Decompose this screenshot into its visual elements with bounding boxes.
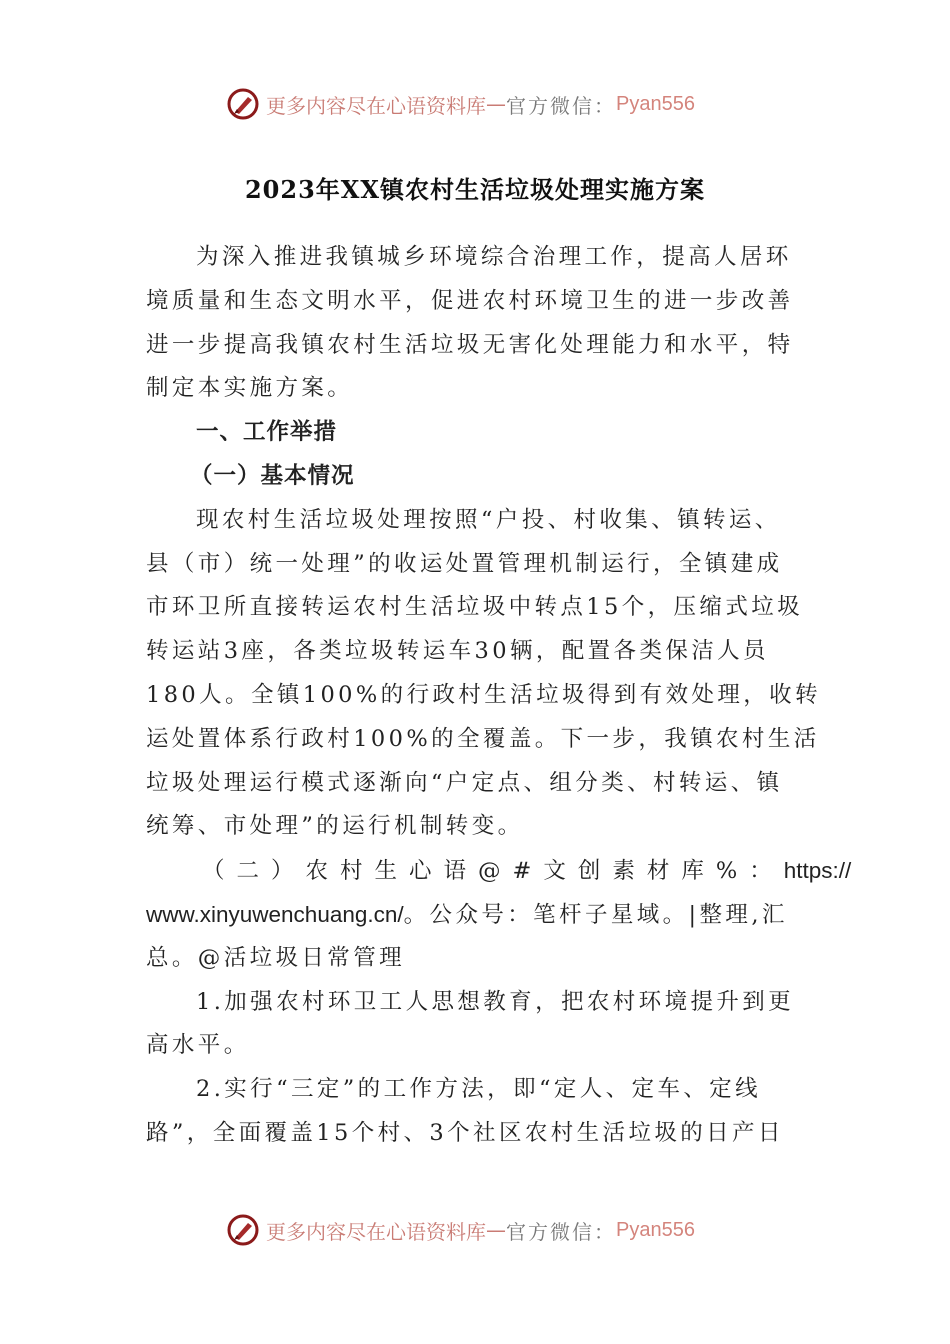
- quill-pen-logo-icon: [226, 1213, 260, 1247]
- item-line: 1.加强农村环卫工人思想教育，把农村环境提升到更: [196, 988, 795, 1015]
- paragraph-line: 180人。全镇100%的行政村生活垃圾得到有效处理，收转: [146, 681, 821, 708]
- banner-site-text: 更多内容尽在心语资料库: [266, 1219, 486, 1244]
- banner-wechat-label: 官方微信：: [506, 93, 616, 118]
- paragraph-line: 垃圾处理运行模式逐渐向“户定点、组分类、村转运、镇: [146, 769, 783, 796]
- document-body: [146, 236, 852, 1156]
- item-line: 路”，全面覆盖15个村、3个社区农村生活垃圾的日产日: [146, 1119, 784, 1146]
- paragraph-line: 市环卫所直接转运农村生活垃圾中转点15个，压缩式垃圾: [146, 594, 804, 621]
- paragraph-line: 统筹、市处理”的运行机制转变。: [146, 813, 524, 840]
- intro-line: 进一步提高我镇农村生活垃圾无害化处理能力和水平，特: [146, 331, 794, 358]
- item-line: 2.实行“三定”的工作方法，即“定人、定车、定线: [196, 1076, 762, 1103]
- banner-dash: —: [486, 92, 506, 116]
- document-title: 2023年XX镇农村生活垃圾处理实施方案: [244, 175, 706, 204]
- subsection2-cjk: 。公众号：笔杆子星域。|整理,汇: [403, 901, 788, 928]
- footer-watermark-banner: [226, 1210, 695, 1250]
- banner-dash: —: [486, 1218, 506, 1242]
- intro-line: 境质量和生态文明水平，促进农村环境卫生的进一步改善: [146, 287, 794, 314]
- subsection2-line: [146, 893, 806, 937]
- intro-line: 为深入推进我镇城乡环境综合治理工作，提高人居环: [196, 244, 792, 270]
- section-heading: 一、工作举措: [196, 419, 338, 446]
- paragraph-line: 转运站3座，各类垃圾转运车30辆，配置各类保洁人员: [146, 638, 769, 665]
- subsection2-line: 总。@活垃圾日常管理: [146, 944, 406, 971]
- paragraph-line: 现农村生活垃圾处理按照“户投、村收集、镇转运、: [196, 506, 781, 533]
- item-line: 高水平。: [146, 1032, 250, 1059]
- banner-wechat-id: Pyan556: [616, 92, 695, 115]
- paragraph-line: 县（市）统一处理”的收运处置管理机制运行，全镇建成: [146, 550, 783, 577]
- intro-line: 制定本实施方案。: [146, 375, 354, 402]
- quill-pen-logo-icon: [226, 87, 260, 121]
- paragraph-line: 运处置体系行政村100%的全覆盖。下一步，我镇农村生活: [146, 725, 820, 752]
- subsection-heading: （一）基本情况: [190, 462, 355, 489]
- header-watermark-banner: [226, 84, 695, 124]
- watermark-url-part: https://: [783, 858, 852, 884]
- watermark-url: www.xinyuwenchuang.cn/: [146, 901, 404, 927]
- banner-wechat-id: Pyan556: [616, 1218, 695, 1241]
- subsection2-cjk: （二）农村生心语@#文创素材库%：: [202, 858, 784, 885]
- banner-wechat-label: 官方微信：: [506, 1219, 616, 1244]
- subsection2-line: [146, 849, 852, 893]
- banner-site-text: 更多内容尽在心语资料库: [266, 93, 486, 118]
